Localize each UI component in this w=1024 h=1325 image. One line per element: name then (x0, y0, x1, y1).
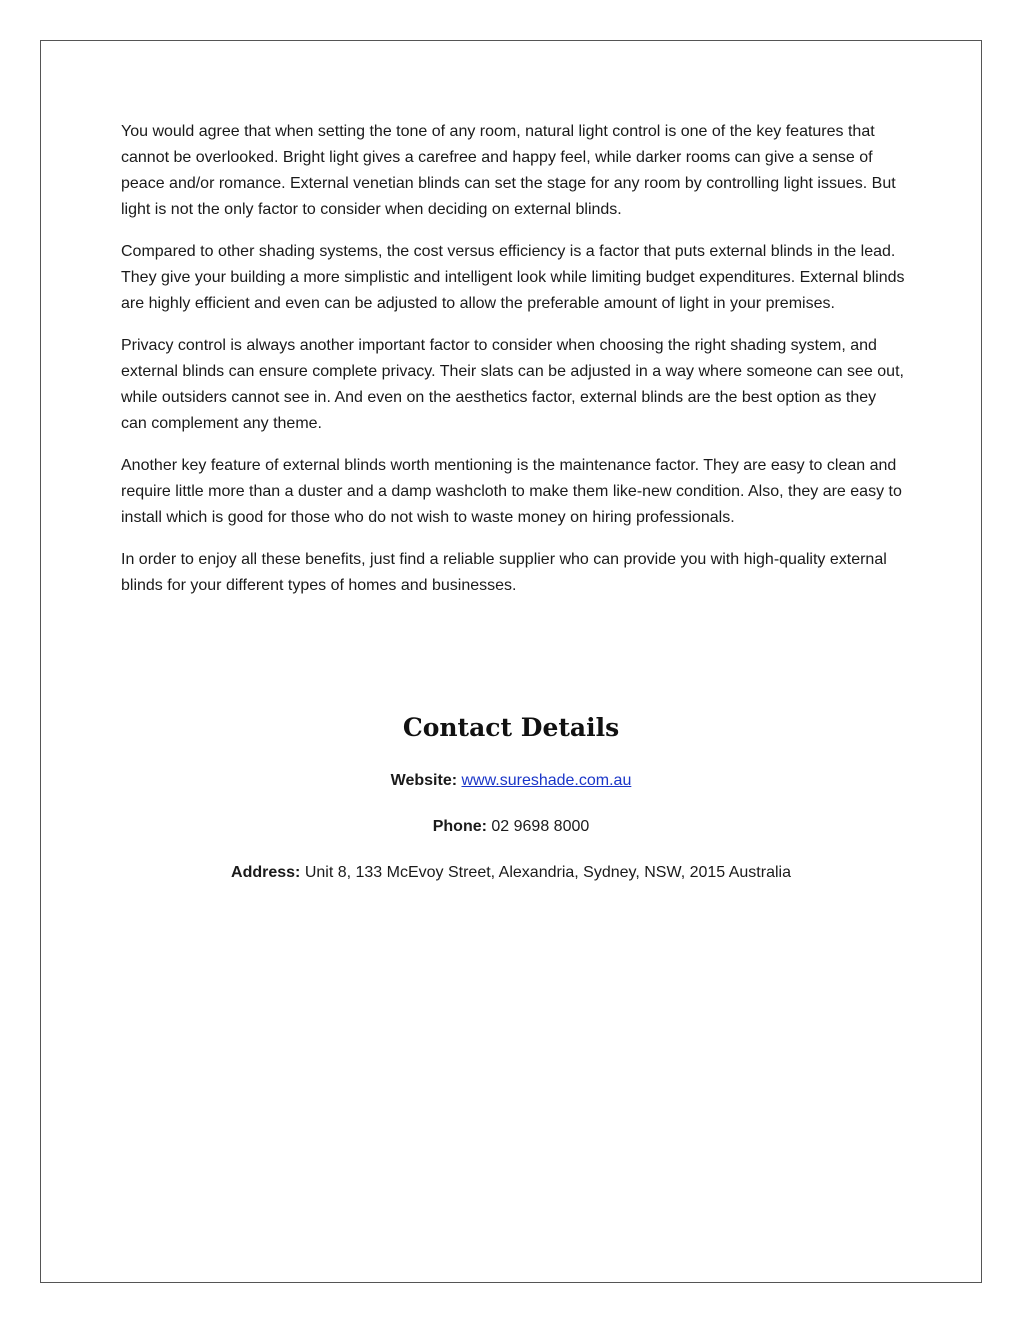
body-text (121, 119, 906, 615)
phone-line (40, 814, 982, 840)
contact-heading: Contact Details (402, 713, 620, 742)
website-link[interactable]: www.sureshade.com.au (461, 772, 632, 789)
paragraph-maintenance: Another key feature of external blinds worth mentioning is the maintenance factor. They are easy to clean and require little more than a duster and a damp washcloth to make them like-new condition. Also, they are easy to install which is good for those who do not wish to waste money on hiring professionals. (121, 457, 902, 526)
phone-label: Phone: (432, 818, 492, 835)
address-label: Address: (231, 864, 305, 881)
contact-section (40, 706, 982, 906)
website-label: Website: (390, 772, 462, 789)
paragraph-cost-efficiency: Compared to other shading systems, the cost versus efficiency is a factor that puts external blinds in the lead. They give your building a more simplistic and intelligent look while limiting budget expenditures. External blinds are highly efficient and even can be adjusted to allow the preferable amount of light in your premises. (121, 243, 905, 312)
phone-value: 02 9698 8000 (491, 818, 590, 835)
paragraph-light-control: You would agree that when setting the tone of any room, natural light control is one of the key features that cannot be overlooked. Bright light gives a carefree and happy feel, while darker rooms can give a sense of peace and/or romance. External venetian blinds can set the stage for any room by controlling light issues. But light is not the only factor to consider when deciding on external blinds. (121, 123, 896, 218)
address-value: Unit 8, 133 McEvoy Street, Alexandria, Sydney, NSW, 2015 Australia (304, 864, 791, 881)
paragraph-conclusion: In order to enjoy all these benefits, just find a reliable supplier who can provide you with high-quality external blinds for your different types of homes and businesses. (121, 551, 887, 594)
address-line (40, 860, 982, 886)
website-line (40, 768, 982, 794)
paragraph-privacy: Privacy control is always another important factor to consider when choosing the right shading system, and external blinds can ensure complete privacy. Their slats can be adjusted in a way where someone can see out, while outsiders cannot see in. And even on the aesthetics factor, external blinds are the best option as they can complement any theme. (121, 337, 904, 432)
